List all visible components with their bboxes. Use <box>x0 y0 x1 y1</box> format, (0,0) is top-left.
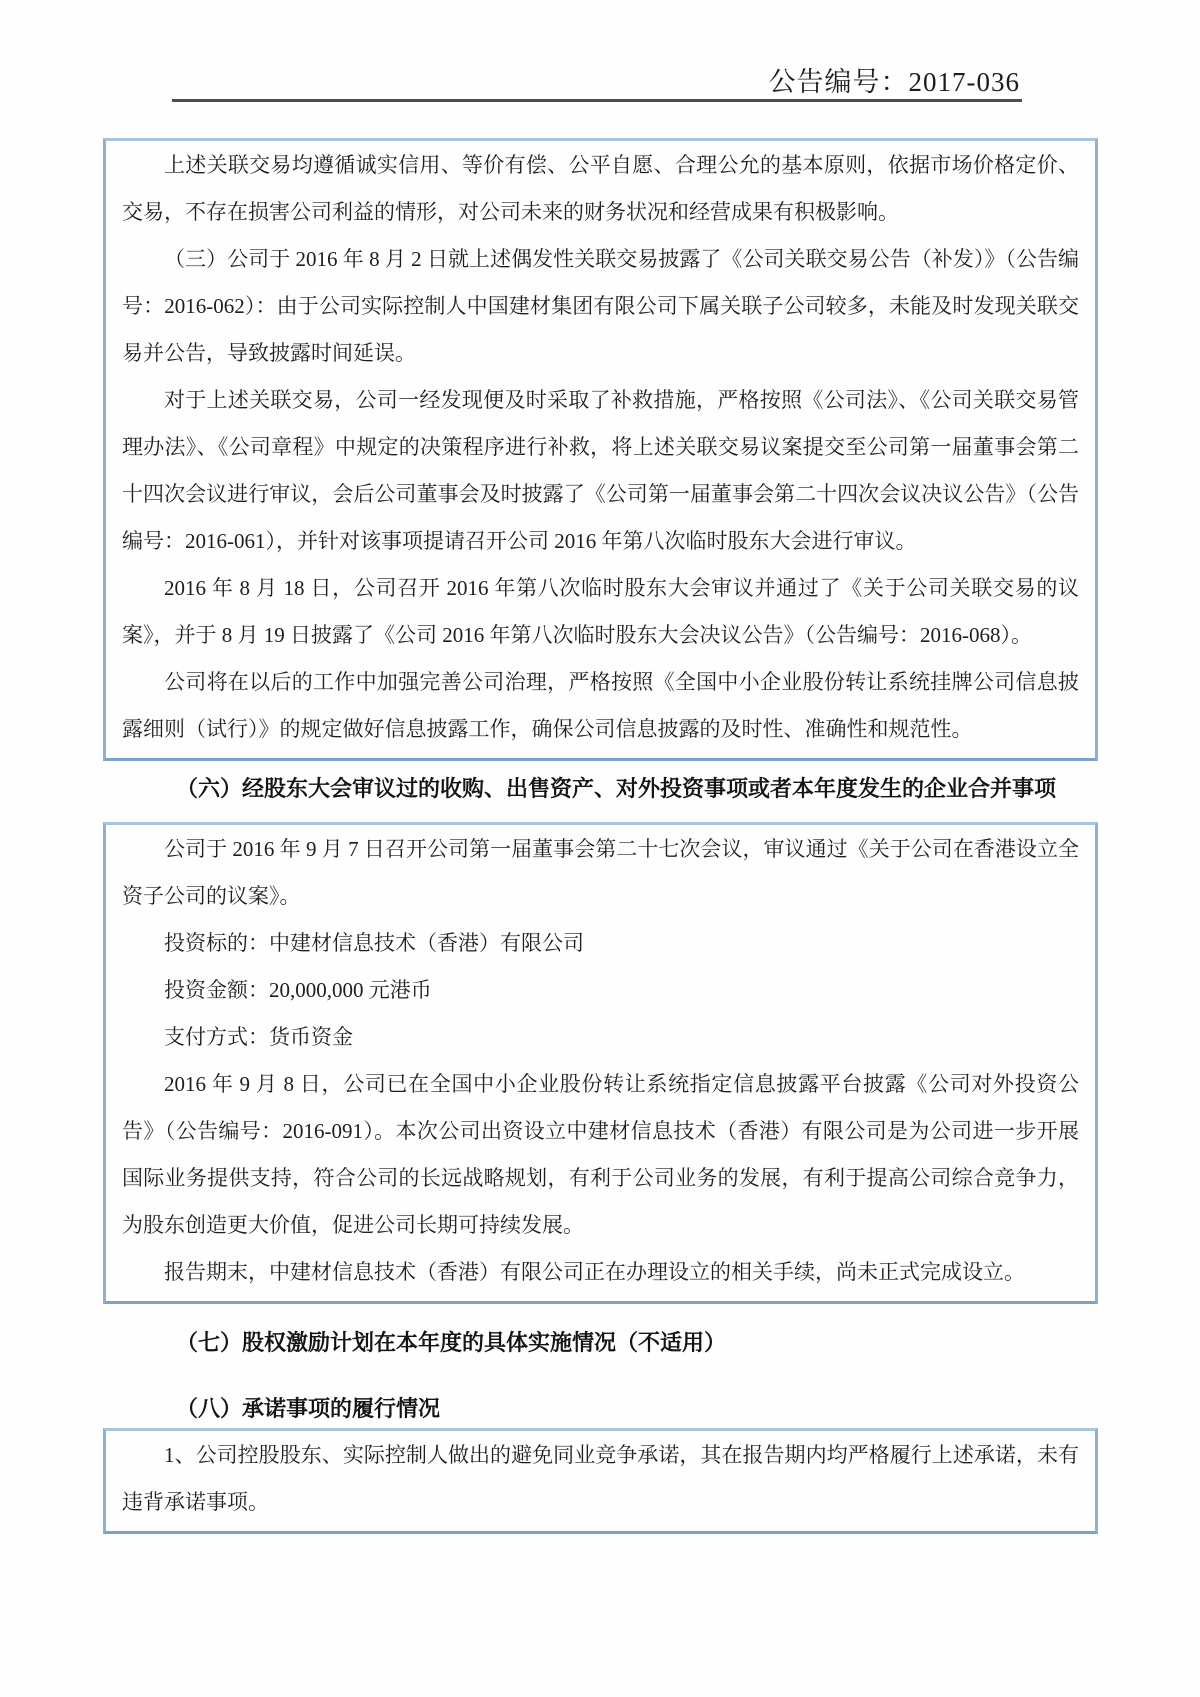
overseas-investment-paragraph: 2016 年 9 月 8 日，公司已在全国中小企业股份转让系统指定信息披露平台披露《公司对外投资公告》（公告编号：2016-091）。本次公司出资设立中建材信息技术（香港）有限公司是为公司进一步开展国际业务提供支持，符合公司的长远战略规划，有利于公司业务的发展，有利于提高公司综合竞争力，为股东创造更大价值，促进公司长期可持续发展。 <box>122 1072 1079 1237</box>
related-transactions-box <box>103 138 1098 761</box>
related-transactions-paragraph: 上述关联交易均遵循诚实信用、等价有偿、公平自愿、合理公允的基本原则，依据市场价格定价、交易，不存在损害公司利益的情形，对公司未来的财务状况和经营成果有积极影响。 <box>122 153 1079 224</box>
commitments-box <box>103 1428 1098 1534</box>
payment-method-line: 支付方式：货币资金 <box>164 1025 353 1049</box>
related-transactions-paragraph: （三）公司于 2016 年 8 月 2 日就上述偶发性关联交易披露了《公司关联交易公告（补发）》（公告编号：2016-062）：由于公司实际控制人中国建材集团有限公司下属关联子公司较多，未能及时发现关联交易并公告，导致披露时间延误。 <box>122 247 1079 365</box>
investment-target-line: 投资标的：中建材信息技术（香港）有限公司 <box>164 931 584 955</box>
overseas-investment-box <box>103 822 1098 1304</box>
section-heading-seven: （七）股权激励计划在本年度的具体实施情况（不适用） <box>176 1330 727 1355</box>
related-transactions-paragraph: 2016 年 8 月 18 日，公司召开 2016 年第八次临时股东大会审议并通过了《关于公司关联交易的议案》，并于 8 月 19 日披露了《公司 2016 年第八次临时股东大会决议公告》（公告编号：2016-068）。 <box>122 576 1079 647</box>
commitments-paragraph: 1、公司控股股东、实际控制人做出的避免同业竞争承诺，其在报告期内均严格履行上述承诺，未有违背承诺事项。 <box>122 1443 1079 1514</box>
announcement-number: 公告编号：2017-036 <box>768 67 1020 97</box>
related-transactions-paragraph: 对于上述关联交易，公司一经发现便及时采取了补救措施，严格按照《公司法》、《公司关联交易管理办法》、《公司章程》中规定的决策程序进行补救，将上述关联交易议案提交至公司第一届董事会第二十四次会议进行审议，会后公司董事会及时披露了《公司第一届董事会第二十四次会议决议公告》（公告编号：2016-061），并针对该事项提请召开公司 2016 年第八次临时股东大会进行审议。 <box>122 388 1079 553</box>
overseas-investment-paragraph: 公司于 2016 年 9 月 7 日召开公司第一届董事会第二十七次会议，审议通过《关于公司在香港设立全资子公司的议案》。 <box>122 837 1079 908</box>
related-transactions-paragraph: 公司将在以后的工作中加强完善公司治理，严格按照《全国中小企业股份转让系统挂牌公司信息披露细则（试行）》的规定做好信息披露工作，确保公司信息披露的及时性、准确性和规范性。 <box>122 670 1079 741</box>
header-divider <box>172 99 1022 102</box>
investment-amount-line: 投资金额：20,000,000 元港币 <box>164 978 432 1002</box>
section-heading-eight: （八）承诺事项的履行情况 <box>176 1396 441 1421</box>
overseas-investment-paragraph: 报告期末，中建材信息技术（香港）有限公司正在办理设立的相关手续，尚未正式完成设立。 <box>164 1260 1025 1284</box>
section-heading-six: （六）经股东大会审议过的收购、出售资产、对外投资事项或者本年度发生的企业合并事项 <box>176 776 1057 801</box>
